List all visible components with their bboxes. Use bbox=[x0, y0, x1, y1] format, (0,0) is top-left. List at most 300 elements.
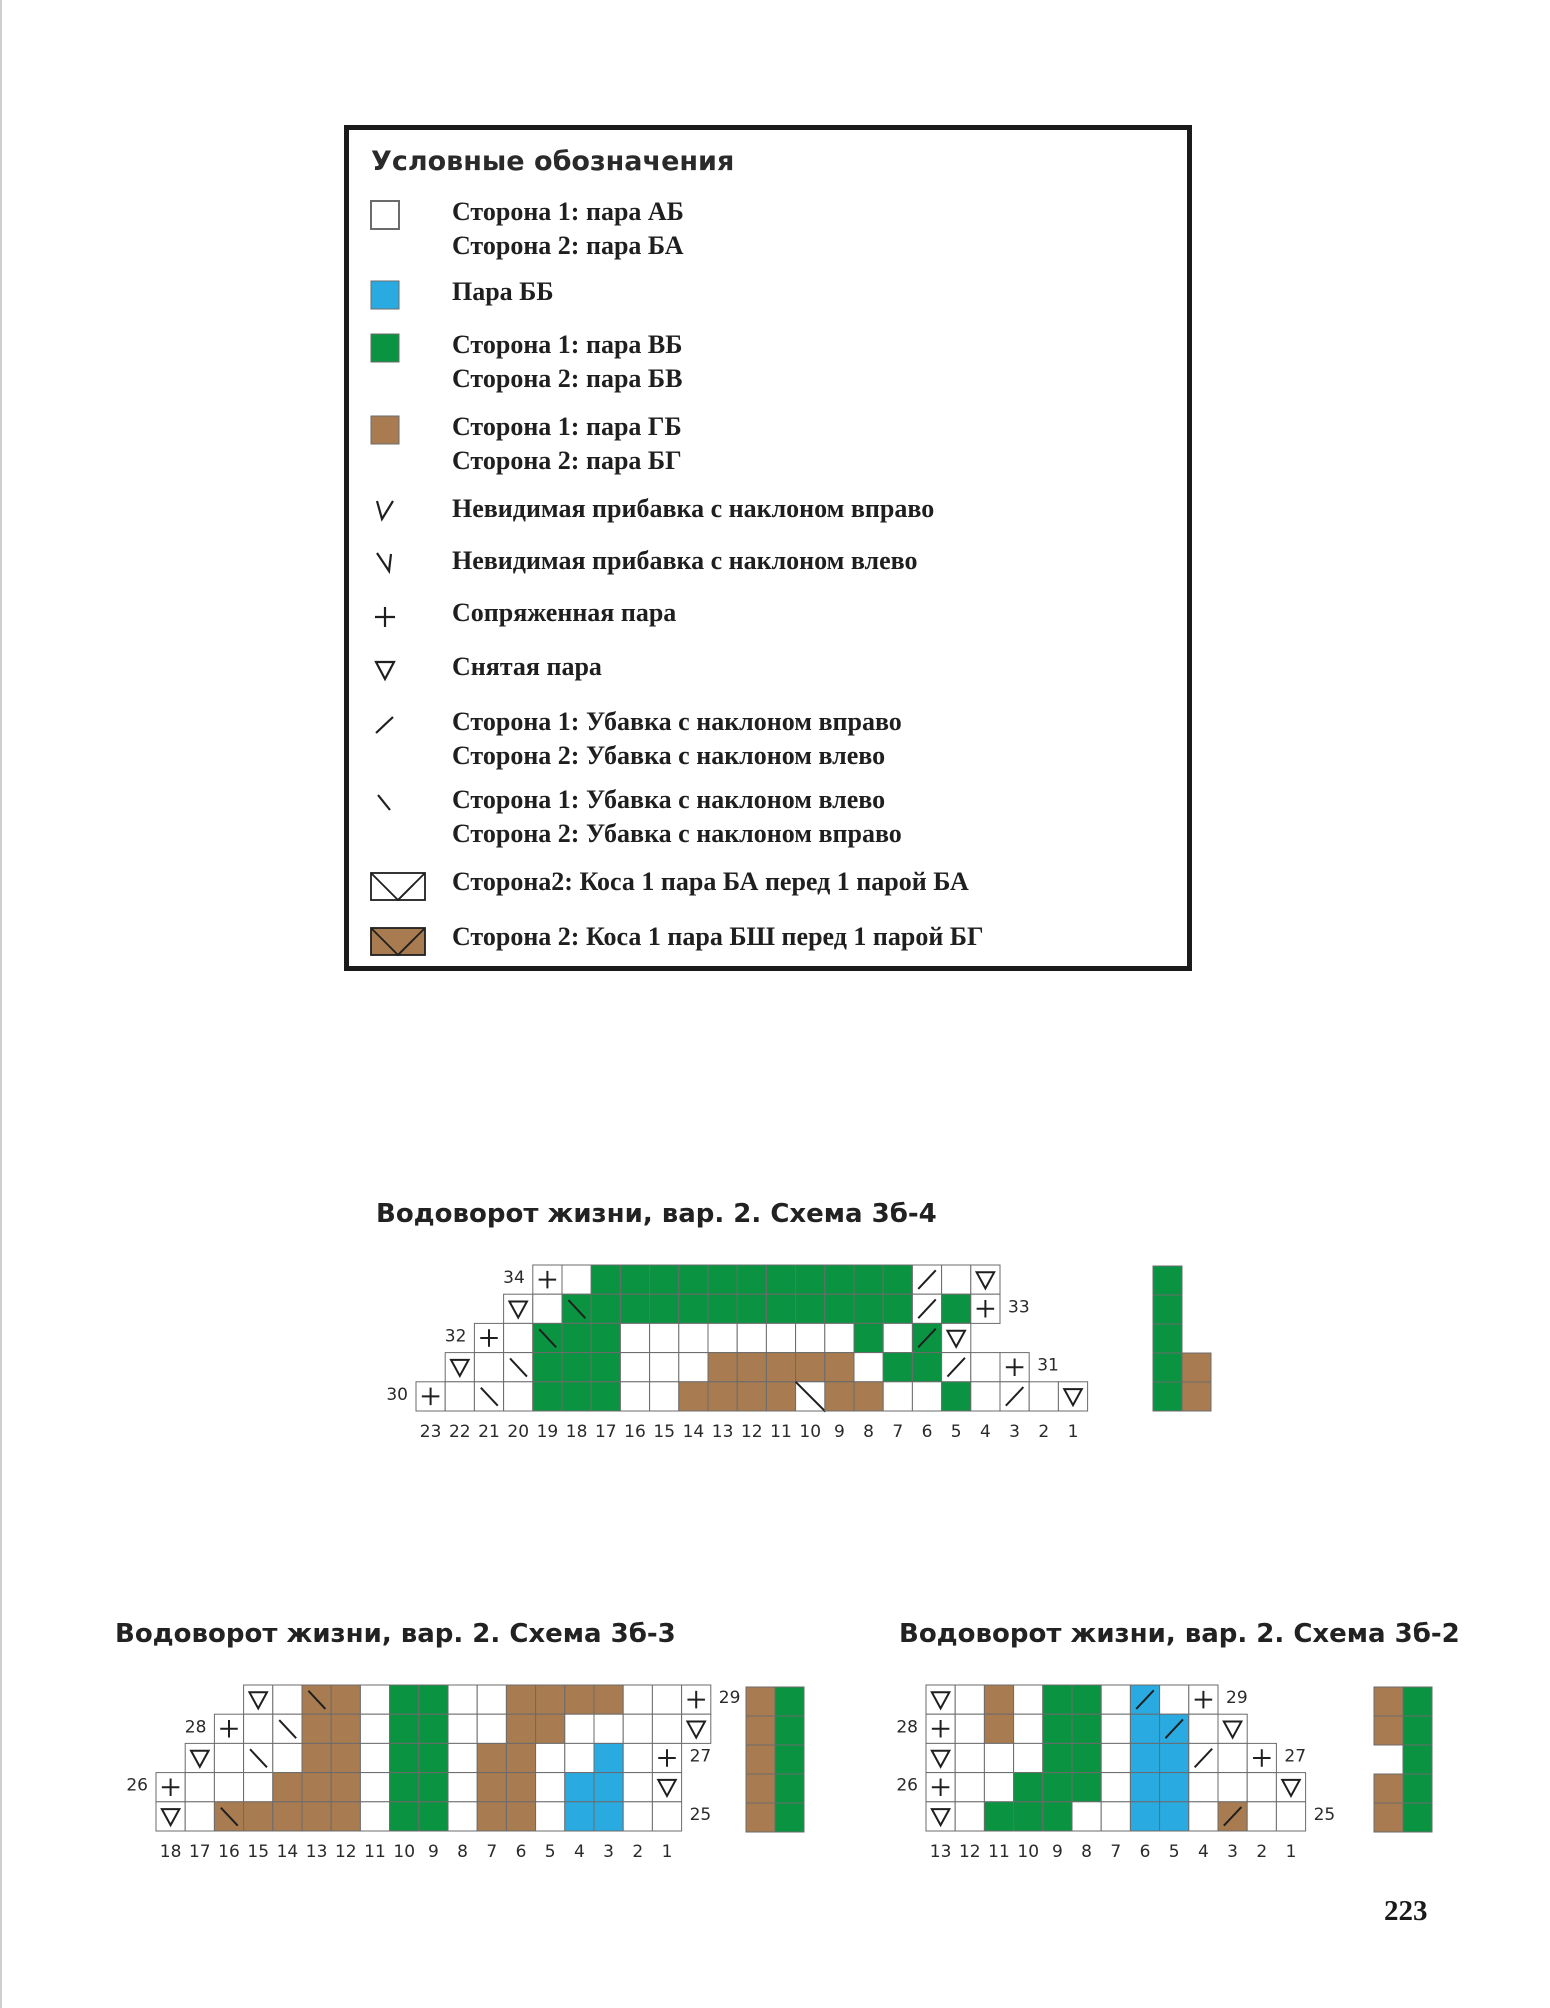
chart-row-34 bbox=[533, 1265, 1000, 1294]
color-swatch-3b-2 bbox=[1374, 1687, 1434, 1837]
chart-cell bbox=[883, 1265, 912, 1294]
chart-cell bbox=[331, 1714, 360, 1743]
chart-cell bbox=[1160, 1685, 1189, 1714]
row-number-label: 26 bbox=[896, 1775, 918, 1796]
chart-cell bbox=[623, 1743, 652, 1772]
chart-cell bbox=[1072, 1773, 1101, 1802]
chart-cell bbox=[984, 1743, 1013, 1772]
chart-cell bbox=[273, 1743, 302, 1772]
chart-cell bbox=[623, 1714, 652, 1743]
legend-title: Условные обозначения bbox=[371, 146, 735, 177]
chart-cell bbox=[419, 1685, 448, 1714]
column-number-label: 8 bbox=[1081, 1842, 1093, 1862]
swatch-cell bbox=[1153, 1295, 1182, 1324]
chart-row-33 bbox=[504, 1294, 1000, 1323]
chart-cell bbox=[942, 1294, 971, 1323]
chart-cell bbox=[1160, 1743, 1189, 1772]
chart-cell bbox=[737, 1353, 766, 1382]
chart-cell bbox=[1014, 1714, 1043, 1743]
swatch-cell bbox=[1374, 1774, 1403, 1803]
chart-cell bbox=[533, 1294, 562, 1323]
chart-cell bbox=[477, 1714, 506, 1743]
swatch-cell bbox=[1153, 1324, 1182, 1353]
chart-cell bbox=[536, 1685, 565, 1714]
chart-cell bbox=[854, 1382, 883, 1411]
chart-cell bbox=[679, 1294, 708, 1323]
row-number-label: 28 bbox=[896, 1717, 918, 1738]
chart-cell bbox=[796, 1353, 825, 1382]
legend-line: Сторона 1: пара ВБ bbox=[452, 330, 683, 359]
chart-cell bbox=[984, 1802, 1013, 1831]
chart-cell bbox=[390, 1743, 419, 1772]
chart-row-32 bbox=[474, 1323, 970, 1352]
chart-cell bbox=[448, 1743, 477, 1772]
chart-cell bbox=[623, 1802, 652, 1831]
chart-cell bbox=[1101, 1743, 1130, 1772]
chart-cell bbox=[506, 1802, 535, 1831]
legend-line: Невидимая прибавка с наклоном вправо bbox=[452, 494, 935, 523]
column-number-label: 13 bbox=[929, 1842, 952, 1862]
plus-icon bbox=[369, 596, 429, 636]
swatch-cell bbox=[1374, 1687, 1403, 1716]
column-number-label: 7 bbox=[486, 1842, 498, 1862]
page-edge bbox=[0, 0, 2, 2008]
chart-cell bbox=[825, 1353, 854, 1382]
column-number-label: 4 bbox=[573, 1842, 585, 1862]
column-number-label: 17 bbox=[594, 1422, 617, 1442]
column-number-label: 11 bbox=[364, 1842, 386, 1862]
chart-cell bbox=[1072, 1802, 1101, 1831]
chart-cell bbox=[214, 1773, 243, 1802]
column-number-label: 12 bbox=[958, 1842, 981, 1862]
column-number-label: 2 bbox=[632, 1842, 644, 1862]
column-number-label: 22 bbox=[448, 1422, 471, 1442]
swatch-cell bbox=[1153, 1353, 1182, 1382]
chart-cell bbox=[477, 1773, 506, 1802]
legend-line: Сторона 1: пара АБ bbox=[452, 197, 684, 226]
row-number-label: 29 bbox=[1226, 1688, 1248, 1709]
chart-row-27 bbox=[926, 1743, 1276, 1772]
chart-cell bbox=[1101, 1773, 1130, 1802]
chart-cell bbox=[390, 1773, 419, 1802]
row-number-label: 30 bbox=[386, 1384, 408, 1405]
chart-cell bbox=[477, 1802, 506, 1831]
slip-triangle-icon bbox=[369, 650, 429, 690]
green-square-icon bbox=[369, 328, 429, 368]
swatch-cell bbox=[1403, 1687, 1432, 1716]
column-number-label: 9 bbox=[833, 1422, 845, 1442]
chart-row-29 bbox=[244, 1685, 711, 1714]
chart-cell bbox=[331, 1773, 360, 1802]
column-number-label: 18 bbox=[159, 1842, 182, 1862]
chart-cell bbox=[273, 1802, 302, 1831]
chart-cell bbox=[623, 1773, 652, 1802]
swatch-cell bbox=[1403, 1716, 1432, 1745]
chart-cell bbox=[1101, 1714, 1130, 1743]
chart-row-30 bbox=[416, 1382, 1088, 1411]
chart-cell bbox=[591, 1265, 620, 1294]
chart-cell bbox=[854, 1323, 883, 1352]
chart-cell bbox=[650, 1294, 679, 1323]
chart-cell bbox=[244, 1802, 273, 1831]
chart-cell bbox=[652, 1714, 681, 1743]
legend-line: Сторона 1: пара ГБ bbox=[452, 412, 682, 441]
chart-cell bbox=[565, 1773, 594, 1802]
chart-cell bbox=[1043, 1685, 1072, 1714]
chart-cell bbox=[1043, 1773, 1072, 1802]
chart-cell bbox=[331, 1743, 360, 1772]
chart-cell bbox=[506, 1714, 535, 1743]
chart-cell bbox=[302, 1714, 331, 1743]
swatch-cell bbox=[1182, 1353, 1211, 1382]
chart-cell bbox=[679, 1382, 708, 1411]
column-number-label: 10 bbox=[1017, 1842, 1040, 1862]
chart-cell bbox=[737, 1294, 766, 1323]
chart-title-3b-4: Водоворот жизни, вар. 2. Схема 3б-4 bbox=[376, 1199, 937, 1229]
column-number-label: 11 bbox=[770, 1422, 792, 1442]
column-number-label: 11 bbox=[988, 1842, 1010, 1862]
chart-cell bbox=[708, 1382, 737, 1411]
chart-cell bbox=[594, 1743, 623, 1772]
chart-cell bbox=[536, 1714, 565, 1743]
chart-cell bbox=[1160, 1773, 1189, 1802]
chart-cell bbox=[883, 1323, 912, 1352]
chart-cell bbox=[565, 1714, 594, 1743]
column-number-label: 9 bbox=[427, 1842, 439, 1862]
chart-cell bbox=[650, 1265, 679, 1294]
chart-cell bbox=[565, 1743, 594, 1772]
swatch-cell bbox=[746, 1774, 775, 1803]
chart-cell bbox=[620, 1265, 649, 1294]
chart-row-26 bbox=[926, 1773, 1306, 1802]
cable-brown-icon bbox=[369, 920, 429, 960]
chart-cell bbox=[594, 1773, 623, 1802]
chart-cell bbox=[796, 1294, 825, 1323]
column-number-label: 12 bbox=[334, 1842, 357, 1862]
row-number-label: 34 bbox=[503, 1268, 525, 1289]
chart-cell bbox=[506, 1743, 535, 1772]
chart-cell bbox=[1130, 1714, 1159, 1743]
chart-cell bbox=[984, 1773, 1013, 1802]
column-number-label: 3 bbox=[1009, 1422, 1021, 1442]
chart-cell bbox=[854, 1265, 883, 1294]
chart-cell bbox=[1189, 1802, 1218, 1831]
swatch-cell bbox=[775, 1745, 804, 1774]
chart-cell bbox=[883, 1353, 912, 1382]
chart-cell bbox=[679, 1323, 708, 1352]
swatch-cell bbox=[1182, 1266, 1211, 1295]
chart-cell bbox=[536, 1773, 565, 1802]
chart-cell bbox=[390, 1685, 419, 1714]
chart-cell bbox=[360, 1773, 389, 1802]
chart-cell bbox=[737, 1323, 766, 1352]
chart-cell bbox=[390, 1714, 419, 1743]
chart-cell bbox=[620, 1294, 649, 1323]
chart-cell bbox=[1218, 1773, 1247, 1802]
chart-cell bbox=[448, 1714, 477, 1743]
chart-cell bbox=[591, 1323, 620, 1352]
chart-cell bbox=[390, 1802, 419, 1831]
swatch-cell bbox=[1374, 1803, 1403, 1832]
legend-box bbox=[344, 125, 1192, 971]
column-number-label: 8 bbox=[863, 1422, 875, 1442]
chart-cell bbox=[302, 1773, 331, 1802]
chart-cell bbox=[955, 1773, 984, 1802]
chart-cell bbox=[1160, 1802, 1189, 1831]
chart-cell bbox=[504, 1382, 533, 1411]
chart-cell bbox=[506, 1685, 535, 1714]
chart-cell bbox=[1189, 1714, 1218, 1743]
chart-cell bbox=[984, 1714, 1013, 1743]
slash-icon bbox=[369, 705, 429, 745]
chart-cell bbox=[766, 1382, 795, 1411]
legend-line: Невидимая прибавка с наклоном влево bbox=[452, 546, 918, 575]
column-number-label: 20 bbox=[507, 1422, 530, 1442]
chart-cell bbox=[591, 1382, 620, 1411]
chart-row-29 bbox=[926, 1685, 1218, 1714]
swatch-cell bbox=[1182, 1324, 1211, 1353]
column-number-label: 13 bbox=[711, 1422, 734, 1442]
chart-cell bbox=[708, 1353, 737, 1382]
chart-cell bbox=[1101, 1802, 1130, 1831]
column-number-label: 19 bbox=[536, 1422, 559, 1442]
chart-cell bbox=[360, 1743, 389, 1772]
swatch-cell bbox=[1182, 1295, 1211, 1324]
knitting-chart-3b-3 bbox=[110, 1675, 740, 1875]
cable-white-icon bbox=[369, 865, 429, 905]
column-number-label: 16 bbox=[218, 1842, 240, 1862]
chart-cell bbox=[302, 1743, 331, 1772]
chart-cell bbox=[448, 1685, 477, 1714]
chart-cell bbox=[1014, 1773, 1043, 1802]
chart-cell bbox=[1247, 1802, 1276, 1831]
swatch-cell bbox=[775, 1687, 804, 1716]
make-right-icon bbox=[369, 492, 429, 532]
swatch-cell bbox=[775, 1774, 804, 1803]
column-number-label: 5 bbox=[1168, 1842, 1180, 1862]
backslash-icon bbox=[369, 783, 429, 823]
column-number-label: 18 bbox=[565, 1422, 588, 1442]
chart-cell bbox=[360, 1685, 389, 1714]
column-number-label: 6 bbox=[921, 1422, 933, 1442]
chart-cell bbox=[1014, 1685, 1043, 1714]
chart-cell bbox=[1043, 1802, 1072, 1831]
chart-cell bbox=[708, 1323, 737, 1352]
chart-cell bbox=[244, 1773, 273, 1802]
row-number-label: 33 bbox=[1008, 1297, 1030, 1318]
swatch-cell bbox=[775, 1716, 804, 1745]
chart-cell bbox=[955, 1685, 984, 1714]
column-number-label: 8 bbox=[457, 1842, 469, 1862]
chart-cell bbox=[766, 1265, 795, 1294]
swatch-cell bbox=[1374, 1745, 1403, 1774]
chart-cell bbox=[1072, 1714, 1101, 1743]
column-number-label: 1 bbox=[1067, 1422, 1079, 1442]
chart-cell bbox=[708, 1265, 737, 1294]
chart-row-25 bbox=[156, 1802, 682, 1831]
chart-cell bbox=[360, 1714, 389, 1743]
chart-cell bbox=[536, 1743, 565, 1772]
chart-cell bbox=[562, 1323, 591, 1352]
swatch-cell bbox=[746, 1803, 775, 1832]
chart-cell bbox=[448, 1773, 477, 1802]
chart-cell bbox=[1276, 1802, 1305, 1831]
column-number-label: 10 bbox=[393, 1842, 416, 1862]
chart-cell bbox=[796, 1265, 825, 1294]
brown-square-icon bbox=[369, 410, 429, 450]
chart-cell bbox=[591, 1353, 620, 1382]
blue-square-icon bbox=[369, 275, 429, 315]
column-number-label: 4 bbox=[979, 1422, 991, 1442]
chart-cell bbox=[825, 1323, 854, 1352]
chart-cell bbox=[708, 1294, 737, 1323]
chart-row-26 bbox=[156, 1773, 682, 1802]
chart-cell bbox=[652, 1802, 681, 1831]
chart-cell bbox=[419, 1743, 448, 1772]
column-number-label: 9 bbox=[1051, 1842, 1063, 1862]
chart-cell bbox=[504, 1323, 533, 1352]
chart-row-28 bbox=[926, 1714, 1247, 1743]
chart-cell bbox=[650, 1382, 679, 1411]
chart-cell bbox=[1029, 1382, 1058, 1411]
row-number-label: 26 bbox=[126, 1775, 148, 1796]
chart-row-28 bbox=[214, 1714, 710, 1743]
chart-cell bbox=[562, 1353, 591, 1382]
row-number-label: 28 bbox=[184, 1717, 207, 1738]
swatch-cell bbox=[1403, 1774, 1432, 1803]
column-number-label: 14 bbox=[682, 1422, 705, 1442]
column-number-label: 1 bbox=[1285, 1842, 1297, 1862]
chart-cell bbox=[445, 1382, 474, 1411]
chart-cell bbox=[533, 1353, 562, 1382]
chart-cell bbox=[594, 1685, 623, 1714]
column-number-label: 10 bbox=[799, 1422, 822, 1442]
chart-cell bbox=[536, 1802, 565, 1831]
chart-cell bbox=[565, 1802, 594, 1831]
chart-cell bbox=[737, 1265, 766, 1294]
knitting-chart-3b-4 bbox=[370, 1255, 1100, 1455]
chart-cell bbox=[825, 1382, 854, 1411]
chart-cell bbox=[854, 1353, 883, 1382]
legend-line: Сторона 2: пара БГ bbox=[452, 446, 682, 475]
chart-cell bbox=[1014, 1802, 1043, 1831]
chart-cell bbox=[360, 1802, 389, 1831]
column-number-label: 5 bbox=[950, 1422, 962, 1442]
chart-cell bbox=[679, 1265, 708, 1294]
chart-cell bbox=[594, 1802, 623, 1831]
legend-line: Сопряженная пара bbox=[452, 598, 677, 627]
chart-cell bbox=[474, 1353, 503, 1382]
row-number-label: 27 bbox=[1284, 1746, 1307, 1767]
chart-cell bbox=[623, 1685, 652, 1714]
chart-cell bbox=[331, 1802, 360, 1831]
column-number-label: 15 bbox=[247, 1842, 270, 1862]
chart-cell bbox=[1101, 1685, 1130, 1714]
chart-cell bbox=[942, 1265, 971, 1294]
color-swatch-3b-3 bbox=[746, 1687, 806, 1837]
column-number-label: 23 bbox=[419, 1422, 442, 1442]
column-number-label: 6 bbox=[515, 1842, 527, 1862]
column-number-label: 21 bbox=[478, 1422, 500, 1442]
column-number-label: 7 bbox=[1110, 1842, 1122, 1862]
legend-line: Сторона 1: Убавка с наклоном влево bbox=[452, 785, 886, 814]
chart-cell bbox=[477, 1685, 506, 1714]
column-number-label: 4 bbox=[1197, 1842, 1209, 1862]
chart-cell bbox=[737, 1382, 766, 1411]
swatch-cell bbox=[1374, 1716, 1403, 1745]
empty-square-icon bbox=[369, 195, 429, 235]
column-number-label: 13 bbox=[305, 1842, 328, 1862]
column-number-label: 5 bbox=[544, 1842, 556, 1862]
chart-cell bbox=[984, 1685, 1013, 1714]
chart-cell bbox=[477, 1743, 506, 1772]
page-number: 223 bbox=[1384, 1895, 1428, 1927]
column-number-label: 15 bbox=[653, 1422, 676, 1442]
legend-line: Сторона 2: пара БВ bbox=[452, 364, 683, 393]
chart-row-31 bbox=[445, 1353, 1029, 1382]
chart-cell bbox=[562, 1382, 591, 1411]
chart-cell bbox=[533, 1382, 562, 1411]
legend-line: Сторона 2: Убавка с наклоном влево bbox=[452, 741, 886, 770]
chart-cell bbox=[448, 1802, 477, 1831]
chart-cell bbox=[1130, 1743, 1159, 1772]
chart-cell bbox=[971, 1382, 1000, 1411]
chart-cell bbox=[1072, 1685, 1101, 1714]
chart-cell bbox=[679, 1353, 708, 1382]
chart-cell bbox=[620, 1382, 649, 1411]
chart-cell bbox=[912, 1382, 941, 1411]
chart-cell bbox=[273, 1773, 302, 1802]
chart-cell bbox=[620, 1353, 649, 1382]
swatch-cell bbox=[1153, 1266, 1182, 1295]
legend-line: Пара ББ bbox=[452, 277, 554, 306]
row-number-label: 31 bbox=[1037, 1355, 1059, 1376]
chart-cell bbox=[942, 1382, 971, 1411]
chart-cell bbox=[955, 1714, 984, 1743]
chart-cell bbox=[955, 1802, 984, 1831]
knitting-chart-3b-2 bbox=[880, 1675, 1350, 1875]
chart-cell bbox=[825, 1265, 854, 1294]
chart-cell bbox=[650, 1353, 679, 1382]
chart-cell bbox=[419, 1773, 448, 1802]
row-number-label: 29 bbox=[718, 1688, 741, 1709]
legend-line: Сторона 2: пара БА bbox=[452, 231, 684, 260]
chart-cell bbox=[1247, 1773, 1276, 1802]
row-number-label: 32 bbox=[444, 1326, 467, 1347]
chart-cell bbox=[971, 1353, 1000, 1382]
column-number-label: 6 bbox=[1139, 1842, 1151, 1862]
chart-cell bbox=[796, 1323, 825, 1352]
column-number-label: 3 bbox=[1227, 1842, 1239, 1862]
chart-row-27 bbox=[185, 1743, 681, 1772]
swatch-cell bbox=[1182, 1382, 1211, 1411]
chart-cell bbox=[766, 1353, 795, 1382]
swatch-cell bbox=[746, 1687, 775, 1716]
chart-cell bbox=[1072, 1743, 1101, 1772]
chart-cell bbox=[562, 1265, 591, 1294]
column-number-label: 3 bbox=[603, 1842, 615, 1862]
column-number-label: 1 bbox=[661, 1842, 673, 1862]
swatch-cell bbox=[775, 1803, 804, 1832]
legend-line: Сторона 2: Убавка с наклоном вправо bbox=[452, 819, 902, 848]
legend-line: Сторона2: Коса 1 пара БА перед 1 парой БА bbox=[452, 867, 969, 896]
chart-cell bbox=[273, 1685, 302, 1714]
column-number-label: 2 bbox=[1038, 1422, 1050, 1442]
chart-cell bbox=[419, 1802, 448, 1831]
chart-cell bbox=[302, 1802, 331, 1831]
chart-cell bbox=[214, 1743, 243, 1772]
swatch-cell bbox=[1403, 1745, 1432, 1774]
